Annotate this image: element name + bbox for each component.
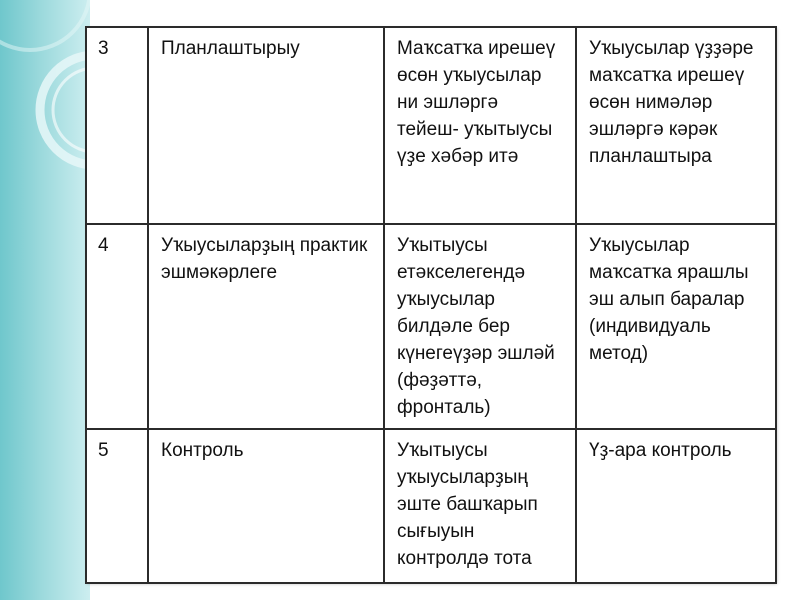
row-number: 3 <box>86 27 148 224</box>
teacher-activity-cell: Маҡсатҡа ирешеү өсөн уҡыусылар ни эшләргә тейеш- уҡытыусы үҙе хәбәр итә <box>384 27 576 224</box>
row-number: 5 <box>86 429 148 583</box>
stage-cell: Уҡыусыларҙың практик эшмәкәрлеге <box>148 224 384 429</box>
decorative-rings <box>0 0 90 600</box>
decorative-side-panel <box>0 0 90 600</box>
teacher-activity-cell: Уҡытыусы уҡыусыларҙың эште башҡарып сығыуын контролдә тота <box>384 429 576 583</box>
table-row <box>86 27 776 224</box>
lesson-table-frame <box>85 26 775 582</box>
row-number: 4 <box>86 224 148 429</box>
student-activity-cell: Үҙ-ара контроль <box>576 429 776 583</box>
table-row <box>86 429 776 583</box>
stage-cell: Планлаштырыу <box>148 27 384 224</box>
lesson-stages-table <box>85 26 777 584</box>
student-activity-cell: Уҡыусылар маҡсатҡа ярашлы эш алып баралар (индивидуаль метод) <box>576 224 776 429</box>
table-row <box>86 224 776 429</box>
stage-cell: Контроль <box>148 429 384 583</box>
teacher-activity-cell: Уҡытыусы етәкселегендә уҡыусылар билдәле бер күнегеүҙәр эшләй (фәҙəттə, фронталь) <box>384 224 576 429</box>
student-activity-cell: Уҡыусылар үҙҙәре маҡсатҡа ирешеү өсөн нимәләр эшләргә кәрәк планлаштыра <box>576 27 776 224</box>
